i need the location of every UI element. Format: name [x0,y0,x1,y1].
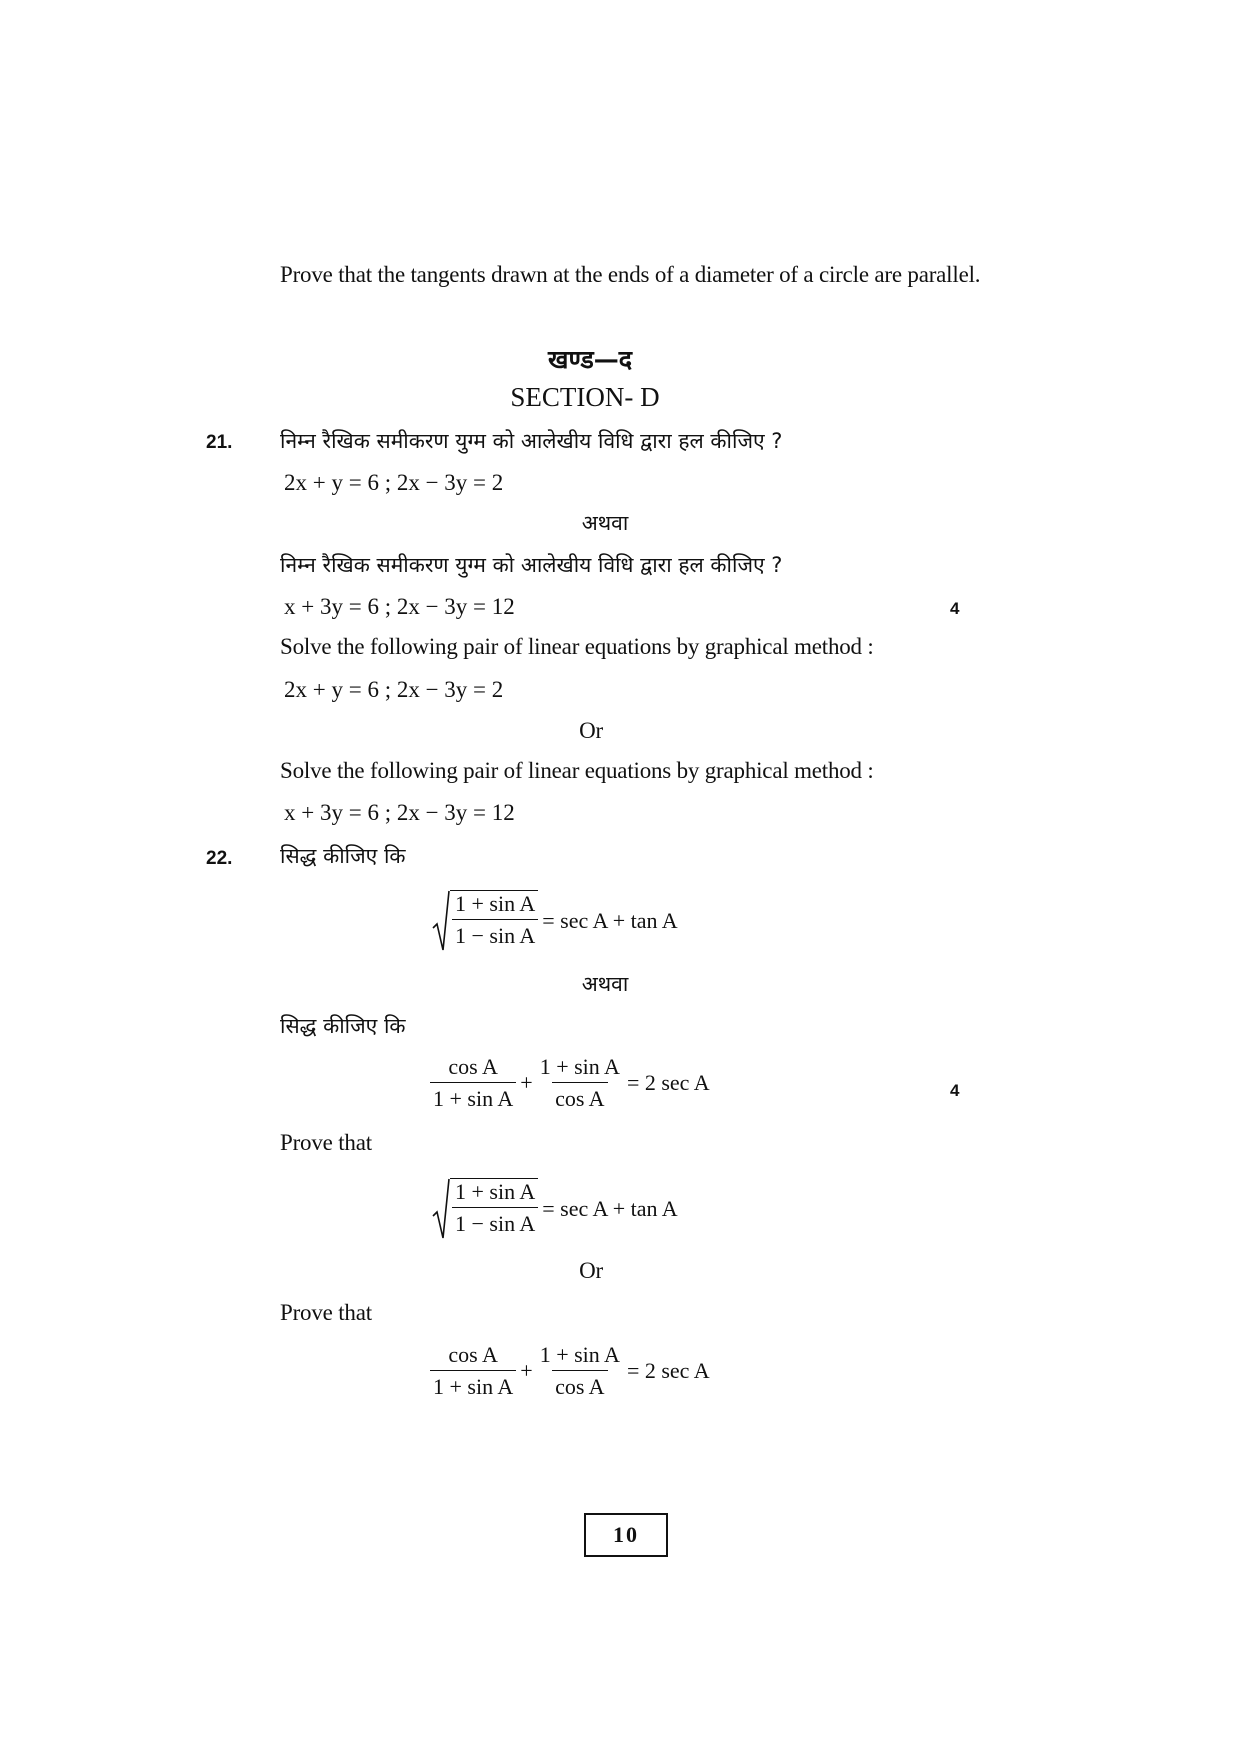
plus-sign: + [520,1070,533,1095]
q21-equation-set-1-english: 2x + y = 6 ; 2x − 3y = 2 [284,677,504,702]
q22-english-prove-2: Prove that [280,1300,372,1325]
fraction1-denominator: 1 + sin A [430,1082,516,1112]
question-number-22: 22. [206,848,233,869]
fraction-rhs: = 2 sec A [626,1070,710,1095]
fraction1-denominator: 1 + sin A [430,1370,516,1400]
fraction-rhs: = 2 sec A [626,1358,710,1383]
sqrt-numerator: 1 + sin A [455,891,536,916]
q22-or-hindi: अथवा [581,972,629,996]
q21-english-instruction-1: Solve the following pair of linear equations by graphical method : [280,634,874,659]
sqrt-numerator: 1 + sin A [455,1179,536,1204]
q21-or-english: Or [579,718,603,743]
q21-equation-set-1-hindi: 2x + y = 6 ; 2x − 3y = 2 [284,470,504,495]
sqrt-rhs: = sec A + tan A [542,1196,678,1221]
q21-or-hindi: अथवा [581,511,629,535]
sqrt-denominator: 1 − sin A [452,919,538,949]
sqrt-denominator: 1 − sin A [452,1207,538,1237]
q22-sqrt-identity-1 [432,890,682,952]
radical-sign [432,890,450,952]
fraction2-denominator: cos A [552,1082,608,1112]
q21-hindi-instruction-1: निम्न रैखिक समीकरण युग्म को आलेखीय विधि द्वारा हल कीजिए ? [280,429,783,453]
q22-hindi-prove-1: सिद्ध कीजिए कि [280,844,406,868]
q22-fraction-identity-2 [430,1342,714,1400]
q22-hindi-prove-2: सिद्ध कीजिए कि [280,1014,406,1038]
q22-marks: 4 [950,1081,960,1100]
radical-sign [432,1178,450,1240]
q22-fraction-identity-1 [430,1054,714,1112]
section-heading-english: SECTION- D [510,382,660,412]
plus-sign: + [520,1358,533,1383]
q22-english-prove-1: Prove that [280,1130,372,1155]
q22-or-english: Or [579,1258,603,1283]
q21-equation-set-2-english: x + 3y = 6 ; 2x − 3y = 12 [284,800,515,825]
fraction2-denominator: cos A [552,1370,608,1400]
fraction1-numerator: cos A [448,1342,498,1367]
sqrt-rhs: = sec A + tan A [542,908,678,933]
fraction1-numerator: cos A [448,1054,498,1079]
fraction2-numerator: 1 + sin A [539,1342,620,1367]
intro-statement: Prove that the tangents drawn at the ends of a diameter of a circle are parallel. [280,262,981,287]
q21-english-instruction-2: Solve the following pair of linear equations by graphical method : [280,758,874,783]
section-heading-hindi: खण्ड—द [548,345,632,374]
q21-marks: 4 [950,599,960,618]
q22-sqrt-identity-2 [432,1178,682,1240]
fraction2-numerator: 1 + sin A [539,1054,620,1079]
page-number: 10 [584,1513,668,1557]
q21-hindi-instruction-2: निम्न रैखिक समीकरण युग्म को आलेखीय विधि द्वारा हल कीजिए ? [280,553,783,577]
q21-equation-set-2-hindi: x + 3y = 6 ; 2x − 3y = 12 [284,594,515,619]
question-number-21: 21. [206,432,233,453]
